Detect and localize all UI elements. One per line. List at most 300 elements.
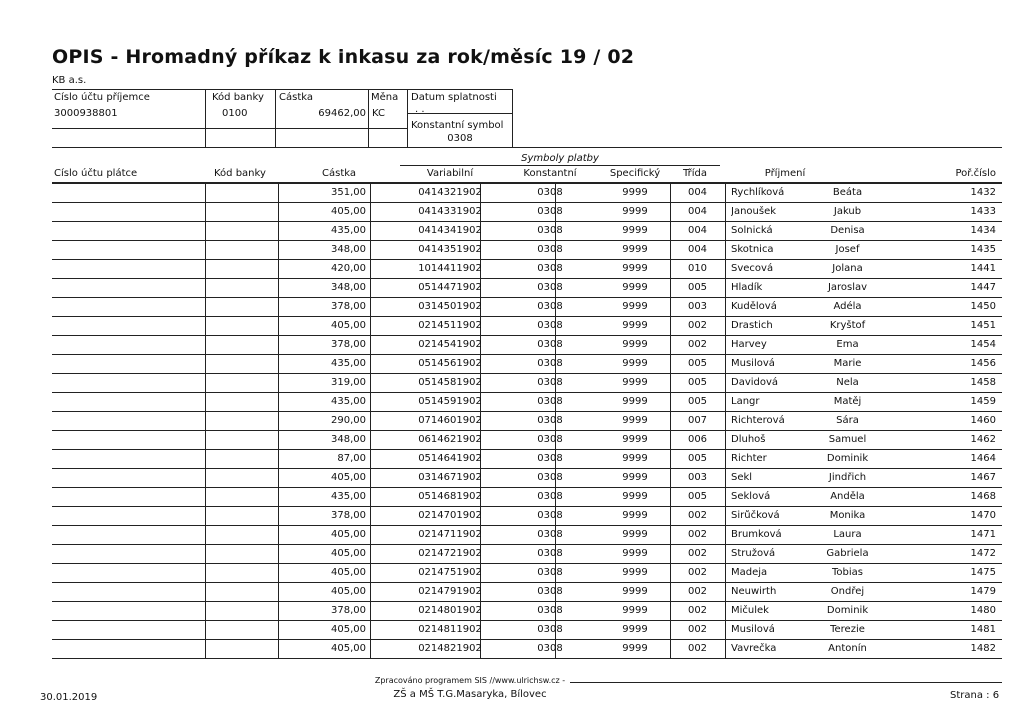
row-border: [52, 240, 1002, 241]
column-divider: [205, 297, 206, 316]
cell-first-name: Dominik: [826, 453, 869, 464]
cell-amount: 405,00: [331, 643, 366, 654]
cell-variable-symbol: 0414351902: [418, 244, 482, 255]
cell-first-name: Sára: [836, 415, 859, 426]
cell-amount: 87,00: [337, 453, 366, 464]
row-border: [52, 297, 1002, 298]
cell-first-name: Beáta: [832, 187, 863, 198]
row-border: [52, 639, 1002, 640]
cell-amount: 351,00: [331, 187, 366, 198]
cell-first-name: Dominik: [826, 605, 869, 616]
column-divider: [370, 449, 371, 468]
cell-surname: Langr: [731, 396, 760, 407]
cell-surname: Brumková: [731, 529, 782, 540]
column-divider: [725, 639, 726, 658]
cell-order-number: 1470: [970, 510, 996, 521]
cell-first-name: Jolana: [832, 263, 863, 274]
payee-currency: KČ: [372, 108, 385, 119]
column-divider: [370, 430, 371, 449]
footer-school: ZŠ a MŠ T.G.Masaryka, Bílovec: [393, 689, 547, 700]
row-border: [52, 335, 1002, 336]
cell-amount: 435,00: [331, 225, 366, 236]
cell-specific-symbol: 9999: [622, 605, 648, 616]
cell-first-name: Matěj: [833, 396, 862, 407]
cell-variable-symbol: 0314501902: [418, 301, 482, 312]
column-divider: [370, 544, 371, 563]
column-divider: [278, 506, 279, 525]
cell-specific-symbol: 9999: [622, 282, 648, 293]
cell-specific-symbol: 9999: [622, 567, 648, 578]
cell-order-number: 1479: [970, 586, 996, 597]
column-divider: [278, 639, 279, 658]
payee-bank-code-label: Kód banky: [212, 92, 264, 103]
cell-amount: 290,00: [331, 415, 366, 426]
cell-surname: Drastich: [731, 320, 773, 331]
column-divider: [205, 563, 206, 582]
row-border: [52, 468, 1002, 469]
cell-amount: 405,00: [331, 586, 366, 597]
cell-class: 003: [687, 301, 708, 312]
cell-class: 005: [687, 358, 708, 369]
col-header-account: Číslo účtu plátce: [54, 168, 138, 179]
cell-first-name: Jaroslav: [827, 282, 868, 293]
cell-variable-symbol: 0514471902: [418, 282, 482, 293]
column-divider: [278, 468, 279, 487]
column-divider: [278, 278, 279, 297]
cell-variable-symbol: 1014411902: [418, 263, 482, 274]
payee-amount: 69462,00: [318, 108, 366, 119]
cell-surname: Sekl: [731, 472, 753, 483]
payee-divider: [512, 89, 513, 147]
column-divider: [725, 506, 726, 525]
column-divider: [278, 392, 279, 411]
cell-amount: 378,00: [331, 510, 366, 521]
column-divider: [725, 449, 726, 468]
column-divider: [725, 601, 726, 620]
cell-surname: Madeja: [731, 567, 768, 578]
row-border: [52, 392, 1002, 393]
cell-variable-symbol: 0514581902: [418, 377, 482, 388]
cell-class: 002: [687, 567, 708, 578]
cell-first-name: Kryštof: [829, 320, 866, 331]
column-divider: [205, 544, 206, 563]
row-border: [52, 430, 1002, 431]
cell-first-name: Monika: [829, 510, 866, 521]
cell-amount: 435,00: [331, 396, 366, 407]
column-divider: [278, 221, 279, 240]
column-divider: [205, 601, 206, 620]
footer-rule: [570, 682, 1002, 683]
column-divider: [205, 430, 206, 449]
cell-order-number: 1481: [970, 624, 996, 635]
column-divider: [370, 620, 371, 639]
cell-first-name: Terezie: [830, 624, 865, 635]
col-header-amount: Částka: [322, 168, 356, 179]
cell-surname: Stružová: [731, 548, 776, 559]
cell-class: 002: [687, 320, 708, 331]
row-border: [52, 259, 1002, 260]
column-divider: [370, 202, 371, 221]
cell-surname: Janoušek: [731, 206, 777, 217]
cell-order-number: 1433: [970, 206, 996, 217]
col-header-variable: Variabilní: [426, 168, 474, 179]
cell-amount: 435,00: [331, 358, 366, 369]
cell-variable-symbol: 0214751902: [418, 567, 482, 578]
column-divider: [205, 411, 206, 430]
column-divider: [725, 259, 726, 278]
cell-class: 002: [687, 624, 708, 635]
payee-currency-label: Měna: [371, 92, 399, 103]
cell-constant-symbol: 0308: [537, 282, 563, 293]
column-divider: [725, 582, 726, 601]
cell-amount: 378,00: [331, 301, 366, 312]
cell-variable-symbol: 0714601902: [418, 415, 482, 426]
cell-surname: Skotnica: [731, 244, 774, 255]
cell-class: 005: [687, 453, 708, 464]
cell-order-number: 1458: [970, 377, 996, 388]
cell-order-number: 1464: [970, 453, 996, 464]
cell-surname: Širůčková: [731, 510, 780, 521]
column-divider: [205, 449, 206, 468]
payee-top-border: [52, 89, 512, 90]
cell-first-name: Josef: [835, 244, 860, 255]
row-border: [52, 278, 1002, 279]
cell-class: 004: [687, 244, 708, 255]
cell-class: 002: [687, 643, 708, 654]
cell-first-name: Denisa: [830, 225, 865, 236]
cell-first-name: Adéla: [833, 301, 862, 312]
column-divider: [370, 506, 371, 525]
cell-variable-symbol: 0314671902: [418, 472, 482, 483]
cell-constant-symbol: 0308: [537, 434, 563, 445]
cell-first-name: Ondřej: [830, 586, 865, 597]
cell-constant-symbol: 0308: [537, 263, 563, 274]
column-divider: [370, 354, 371, 373]
column-divider: [278, 620, 279, 639]
cell-constant-symbol: 0308: [537, 187, 563, 198]
cell-amount: 405,00: [331, 320, 366, 331]
column-divider: [725, 278, 726, 297]
cell-constant-symbol: 0308: [537, 358, 563, 369]
column-divider: [278, 601, 279, 620]
col-header-surname: Příjmení: [764, 168, 806, 179]
cell-class: 004: [687, 206, 708, 217]
column-divider: [370, 392, 371, 411]
column-divider: [725, 221, 726, 240]
column-divider: [370, 468, 371, 487]
column-divider: [278, 240, 279, 259]
column-divider: [725, 297, 726, 316]
cell-variable-symbol: 0514591902: [418, 396, 482, 407]
cell-surname: Musilová: [731, 624, 775, 635]
row-border: [52, 316, 1002, 317]
payee-account: 3000938801: [54, 108, 118, 119]
cell-amount: 348,00: [331, 434, 366, 445]
cell-surname: Seklová: [731, 491, 771, 502]
cell-constant-symbol: 0308: [537, 548, 563, 559]
footer-program: Zpracováno programem SIS //www.ulrichsw.cz -: [374, 676, 566, 685]
column-divider: [370, 487, 371, 506]
cell-surname: Solnická: [731, 225, 773, 236]
row-border: [52, 202, 1002, 203]
cell-specific-symbol: 9999: [622, 339, 648, 350]
cell-specific-symbol: 9999: [622, 396, 648, 407]
column-divider: [725, 620, 726, 639]
cell-order-number: 1435: [970, 244, 996, 255]
cell-order-number: 1467: [970, 472, 996, 483]
cell-constant-symbol: 0308: [537, 605, 563, 616]
column-divider: [205, 240, 206, 259]
cell-surname: Švecová: [731, 263, 774, 274]
cell-class: 007: [687, 415, 708, 426]
footer-date: 30.01.2019: [40, 692, 98, 703]
column-divider: [278, 544, 279, 563]
payee-account-label: Číslo účtu příjemce: [54, 92, 150, 103]
payee-divider: [368, 89, 369, 147]
cell-variable-symbol: 0514641902: [418, 453, 482, 464]
cell-constant-symbol: 0308: [537, 320, 563, 331]
cell-amount: 348,00: [331, 282, 366, 293]
cell-surname: Hladík: [731, 282, 763, 293]
column-divider: [205, 335, 206, 354]
cell-first-name: Gabriela: [826, 548, 869, 559]
cell-class: 005: [687, 377, 708, 388]
column-divider: [370, 373, 371, 392]
cell-class: 002: [687, 510, 708, 521]
column-divider: [205, 278, 206, 297]
column-divider: [278, 430, 279, 449]
cell-surname: Davidová: [731, 377, 779, 388]
cell-specific-symbol: 9999: [622, 586, 648, 597]
column-divider: [278, 563, 279, 582]
cell-constant-symbol: 0308: [537, 244, 563, 255]
cell-variable-symbol: 0214791902: [418, 586, 482, 597]
payee-amount-label: Částka: [279, 92, 313, 103]
cell-first-name: Antonín: [828, 643, 867, 654]
cell-surname: Neuwirth: [731, 586, 777, 597]
column-divider: [205, 525, 206, 544]
group-header-border: [400, 165, 720, 166]
payee-divider: [205, 89, 206, 147]
cell-specific-symbol: 9999: [622, 491, 648, 502]
cell-constant-symbol: 0308: [537, 225, 563, 236]
cell-class: 004: [687, 187, 708, 198]
cell-class: 004: [687, 225, 708, 236]
cell-surname: Mičulek: [731, 605, 769, 616]
row-border: [52, 525, 1002, 526]
cell-class: 005: [687, 491, 708, 502]
column-divider: [205, 506, 206, 525]
cell-specific-symbol: 9999: [622, 187, 648, 198]
column-divider: [205, 354, 206, 373]
column-divider: [725, 183, 726, 202]
cell-variable-symbol: 0414341902: [418, 225, 482, 236]
footer-page-number: Strana : 6: [950, 690, 1000, 701]
cell-amount: 378,00: [331, 339, 366, 350]
column-divider: [205, 487, 206, 506]
column-divider: [278, 487, 279, 506]
cell-amount: 405,00: [331, 529, 366, 540]
column-divider: [278, 411, 279, 430]
row-border: [52, 506, 1002, 507]
column-divider: [370, 335, 371, 354]
row-border: [52, 601, 1002, 602]
cell-class: 005: [687, 396, 708, 407]
cell-variable-symbol: 0214511902: [418, 320, 482, 331]
cell-order-number: 1454: [970, 339, 996, 350]
column-divider: [205, 183, 206, 202]
column-divider: [205, 221, 206, 240]
cell-variable-symbol: 0514681902: [418, 491, 482, 502]
column-divider: [278, 449, 279, 468]
cell-specific-symbol: 9999: [622, 415, 648, 426]
cell-first-name: Anděla: [830, 491, 865, 502]
payee-divider: [275, 89, 276, 147]
cell-variable-symbol: 0514561902: [418, 358, 482, 369]
column-divider: [725, 335, 726, 354]
col-header-bank-code: Kód banky: [214, 168, 266, 179]
column-divider: [370, 240, 371, 259]
column-divider: [205, 259, 206, 278]
cell-first-name: Laura: [833, 529, 862, 540]
cell-specific-symbol: 9999: [622, 529, 648, 540]
cell-variable-symbol: 0214801902: [418, 605, 482, 616]
cell-order-number: 1468: [970, 491, 996, 502]
column-divider: [370, 316, 371, 335]
row-border: [52, 582, 1002, 583]
cell-constant-symbol: 0308: [537, 453, 563, 464]
cell-order-number: 1460: [970, 415, 996, 426]
column-divider: [205, 392, 206, 411]
column-divider: [370, 183, 371, 202]
cell-surname: Richterová: [731, 415, 785, 426]
cell-specific-symbol: 9999: [622, 510, 648, 521]
cell-class: 002: [687, 548, 708, 559]
cell-specific-symbol: 9999: [622, 244, 648, 255]
row-border: [52, 411, 1002, 412]
cell-variable-symbol: 0214721902: [418, 548, 482, 559]
column-divider: [725, 430, 726, 449]
cell-constant-symbol: 0308: [537, 377, 563, 388]
column-divider: [278, 335, 279, 354]
column-divider: [205, 582, 206, 601]
column-divider: [370, 563, 371, 582]
cell-amount: 319,00: [331, 377, 366, 388]
cell-constant-symbol: 0308: [537, 624, 563, 635]
column-divider: [725, 487, 726, 506]
payee-bottom-border: [52, 128, 407, 129]
cell-variable-symbol: 0214701902: [418, 510, 482, 521]
column-divider: [370, 582, 371, 601]
cell-variable-symbol: 0214541902: [418, 339, 482, 350]
row-border: [52, 563, 1002, 564]
cell-constant-symbol: 0308: [537, 567, 563, 578]
cell-order-number: 1459: [970, 396, 996, 407]
column-divider: [725, 563, 726, 582]
column-divider: [278, 582, 279, 601]
cell-order-number: 1447: [970, 282, 996, 293]
cell-specific-symbol: 9999: [622, 434, 648, 445]
column-divider: [725, 392, 726, 411]
cell-constant-symbol: 0308: [537, 301, 563, 312]
cell-first-name: Samuel: [828, 434, 867, 445]
column-divider: [278, 354, 279, 373]
cell-specific-symbol: 9999: [622, 548, 648, 559]
cell-variable-symbol: 0214711902: [418, 529, 482, 540]
column-divider: [725, 373, 726, 392]
col-header-specific: Specifický: [609, 168, 661, 179]
row-border: [52, 544, 1002, 545]
column-divider: [205, 620, 206, 639]
symbols-group-header: Symboly platby: [521, 153, 599, 164]
cell-class: 002: [687, 586, 708, 597]
cell-specific-symbol: 9999: [622, 301, 648, 312]
bank-name: KB a.s.: [52, 75, 87, 86]
cell-specific-symbol: 9999: [622, 206, 648, 217]
row-border: [52, 221, 1002, 222]
column-divider: [278, 297, 279, 316]
cell-order-number: 1475: [970, 567, 996, 578]
column-divider: [370, 278, 371, 297]
cell-order-number: 1456: [970, 358, 996, 369]
cell-specific-symbol: 9999: [622, 377, 648, 388]
cell-amount: 435,00: [331, 491, 366, 502]
cell-variable-symbol: 0414331902: [418, 206, 482, 217]
cell-order-number: 1441: [970, 263, 996, 274]
cell-variable-symbol: 0214821902: [418, 643, 482, 654]
column-divider: [725, 354, 726, 373]
column-divider: [370, 525, 371, 544]
column-divider: [205, 373, 206, 392]
cell-order-number: 1450: [970, 301, 996, 312]
cell-class: 002: [687, 605, 708, 616]
cell-order-number: 1434: [970, 225, 996, 236]
cell-surname: Dluhoš: [731, 434, 766, 445]
column-divider: [725, 544, 726, 563]
cell-first-name: Jindřich: [828, 472, 867, 483]
column-divider: [370, 259, 371, 278]
cell-amount: 378,00: [331, 605, 366, 616]
cell-amount: 405,00: [331, 567, 366, 578]
payee-const: 0308: [447, 133, 473, 144]
cell-variable-symbol: 0614621902: [418, 434, 482, 445]
header-bottom-border: [52, 182, 1002, 184]
cell-constant-symbol: 0308: [537, 491, 563, 502]
document-title: OPIS - Hromadný příkaz k inkasu za rok/měsíc 19 / 02: [52, 46, 635, 68]
cell-constant-symbol: 0308: [537, 510, 563, 521]
cell-specific-symbol: 9999: [622, 225, 648, 236]
column-divider: [370, 297, 371, 316]
cell-class: 005: [687, 282, 708, 293]
row-border: [52, 658, 1002, 659]
row-border: [52, 620, 1002, 621]
row-border: [52, 354, 1002, 355]
cell-class: 002: [687, 529, 708, 540]
cell-constant-symbol: 0308: [537, 643, 563, 654]
cell-surname: Musilová: [731, 358, 775, 369]
cell-constant-symbol: 0308: [537, 586, 563, 597]
column-divider: [205, 202, 206, 221]
payee-due-label: Datum splatnosti: [411, 92, 497, 103]
cell-first-name: Marie: [833, 358, 862, 369]
cell-variable-symbol: 0414321902: [418, 187, 482, 198]
payee-bank-code: 0100: [222, 108, 248, 119]
cell-constant-symbol: 0308: [537, 396, 563, 407]
column-divider: [725, 411, 726, 430]
cell-specific-symbol: 9999: [622, 472, 648, 483]
header-top-border: [52, 147, 1002, 148]
column-divider: [725, 316, 726, 335]
